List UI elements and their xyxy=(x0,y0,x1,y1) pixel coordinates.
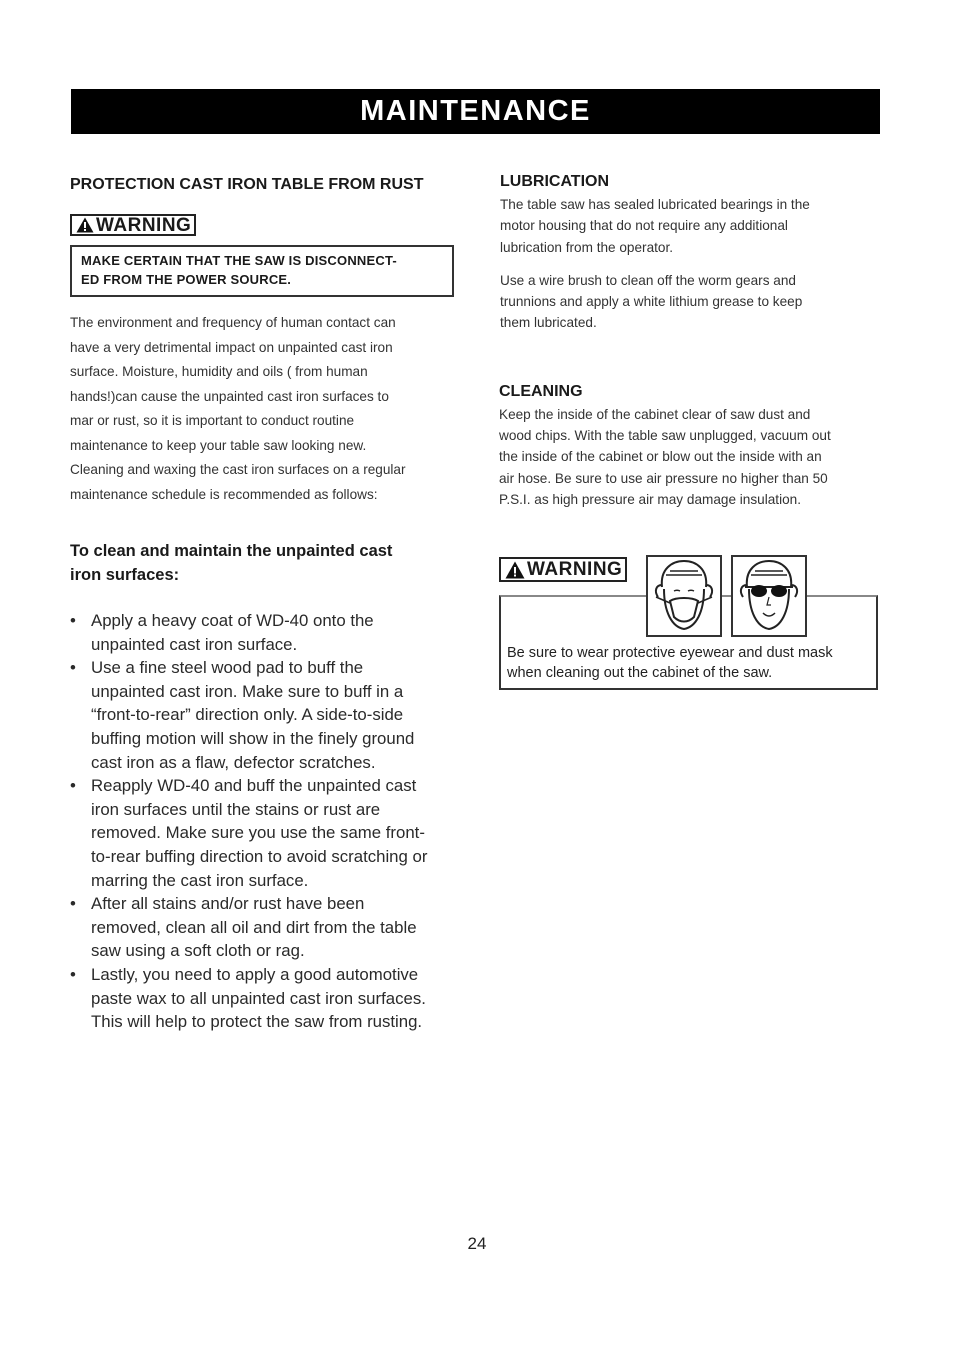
warning-text-line: MAKE CERTAIN THAT THE SAW IS DISCONNECT- xyxy=(81,253,397,268)
list-item xyxy=(70,609,454,656)
list-item-line: removed. Make sure you use the same front- xyxy=(91,823,425,843)
intro-line: mar or rust, so it is important to conduct routine xyxy=(70,413,355,428)
left-column xyxy=(70,173,454,1034)
paragraph-line: trunnions and apply a white lithium grease to keep xyxy=(500,294,803,310)
paragraph-line: The table saw has sealed lubricated bearings in the xyxy=(500,197,810,212)
rust-protection-heading: PROTECTION CAST IRON TABLE FROM RUST xyxy=(70,176,424,193)
intro-line: hands!)can cause the unpainted cast iron surfaces to xyxy=(70,388,389,404)
list-item-line: unpainted cast iron surface. xyxy=(91,634,298,654)
warning-text-line: ED FROM THE POWER SOURCE. xyxy=(81,272,292,287)
subheading-line: iron surfaces: xyxy=(70,565,180,584)
list-item-line: paste wax to all unpainted cast iron surfaces. xyxy=(91,988,426,1008)
page-number: 24 xyxy=(467,1234,487,1253)
list-item xyxy=(70,774,454,892)
list-item-line: saw using a soft cloth or rag. xyxy=(91,941,305,961)
paragraph-line: the inside of the cabinet or blow out the inside with an xyxy=(499,449,822,465)
cleaning-heading: CLEANING xyxy=(499,382,583,400)
list-item-line: Lastly, you need to apply a good automotive xyxy=(91,964,419,984)
bullet: • xyxy=(70,658,76,678)
safety-glasses-face-icon xyxy=(731,555,807,637)
paragraph-line: lubrication from the operator. xyxy=(500,239,674,255)
list-item-line: unpainted cast iron. Make sure to buff in a xyxy=(91,681,404,701)
list-item-line: marring the cast iron surface. xyxy=(91,870,309,890)
paragraph-line: wood chips. With the table saw unplugged, vacuum out xyxy=(499,428,831,444)
paragraph-line: P.S.I. as high pressure air may damage insulation. xyxy=(499,491,801,507)
lubrication-heading: LUBRICATION xyxy=(500,173,610,190)
intro-line: have a very detrimental impact on unpainted cast iron xyxy=(70,339,393,355)
intro-line: The environment and frequency of human contact can xyxy=(70,315,396,330)
paragraph-line: air hose. Be sure to use air pressure no higher than 50 xyxy=(499,470,828,486)
list-item-line: cast iron as a flaw, defector scratches. xyxy=(91,752,376,772)
lubrication-paragraph-2 xyxy=(500,270,850,334)
list-item xyxy=(70,892,454,963)
section-banner xyxy=(71,89,880,134)
intro-line: surface. Moisture, humidity and oils ( from human xyxy=(70,364,368,379)
warning-tag xyxy=(499,557,627,582)
bullet: • xyxy=(70,611,76,630)
warning-label: WARNING xyxy=(527,559,623,580)
warning-text-line: when cleaning out the cabinet of the saw. xyxy=(507,665,773,681)
bullet: • xyxy=(70,964,76,984)
warning-tag-row xyxy=(70,214,454,238)
list-item-line: This will help to protect the saw from rusting. xyxy=(91,1012,423,1032)
list-item-line: buffing motion will show in the finely ground xyxy=(91,728,415,748)
lubrication-paragraph xyxy=(500,194,850,258)
cleaning-steps-list xyxy=(70,609,454,1034)
intro-paragraph xyxy=(70,311,454,507)
warning-text-line: Be sure to wear protective eyewear and dust mask xyxy=(507,645,833,661)
bullet: • xyxy=(70,776,76,796)
right-column xyxy=(499,170,879,510)
list-item-line: to-rear buffing direction to avoid scratching or xyxy=(91,846,428,866)
list-item-line: Apply a heavy coat of WD-40 onto the xyxy=(91,611,374,630)
list-item-line: After all stains and/or rust have been xyxy=(91,894,365,914)
warning-triangle-icon xyxy=(505,561,525,579)
subheading-line: To clean and maintain the unpainted cast xyxy=(70,542,393,560)
ppe-warning-message xyxy=(507,643,833,683)
paragraph-line: Use a wire brush to clean off the worm gears and xyxy=(500,272,796,288)
list-item-line: Use a fine steel wood pad to buff the xyxy=(91,658,364,678)
page-title: MAINTENANCE xyxy=(360,95,591,127)
warning-triangle-icon xyxy=(76,217,94,233)
list-item-line: iron surfaces until the stains or rust are xyxy=(91,799,381,819)
paragraph-line: Keep the inside of the cabinet clear of saw dust and xyxy=(499,406,811,422)
power-warning-box xyxy=(70,245,454,297)
cleaning-paragraph xyxy=(499,404,877,510)
intro-line: maintenance to keep your table saw looking new. xyxy=(70,437,367,453)
list-item-line: Reapply WD-40 and buff the unpainted cast xyxy=(91,776,417,796)
dust-mask-face-icon xyxy=(646,555,722,637)
intro-line: Cleaning and waxing the cast iron surfaces on a regular xyxy=(70,462,406,477)
list-item-line: removed, clean all oil and dirt from the table xyxy=(91,917,417,937)
cleaning-subheading xyxy=(70,540,454,587)
paragraph-line: them lubricated. xyxy=(500,315,597,331)
list-item xyxy=(70,963,454,1034)
warning-tag xyxy=(70,214,196,236)
intro-line: maintenance schedule is recommended as follows: xyxy=(70,486,378,502)
paragraph-line: motor housing that do not require any additional xyxy=(500,218,788,234)
list-item-line: “front-to-rear” direction only. A side-to-side xyxy=(91,705,404,725)
bullet: • xyxy=(70,894,76,914)
list-item xyxy=(70,656,454,774)
warning-label: WARNING xyxy=(96,214,192,236)
ppe-warning-panel xyxy=(499,555,878,690)
